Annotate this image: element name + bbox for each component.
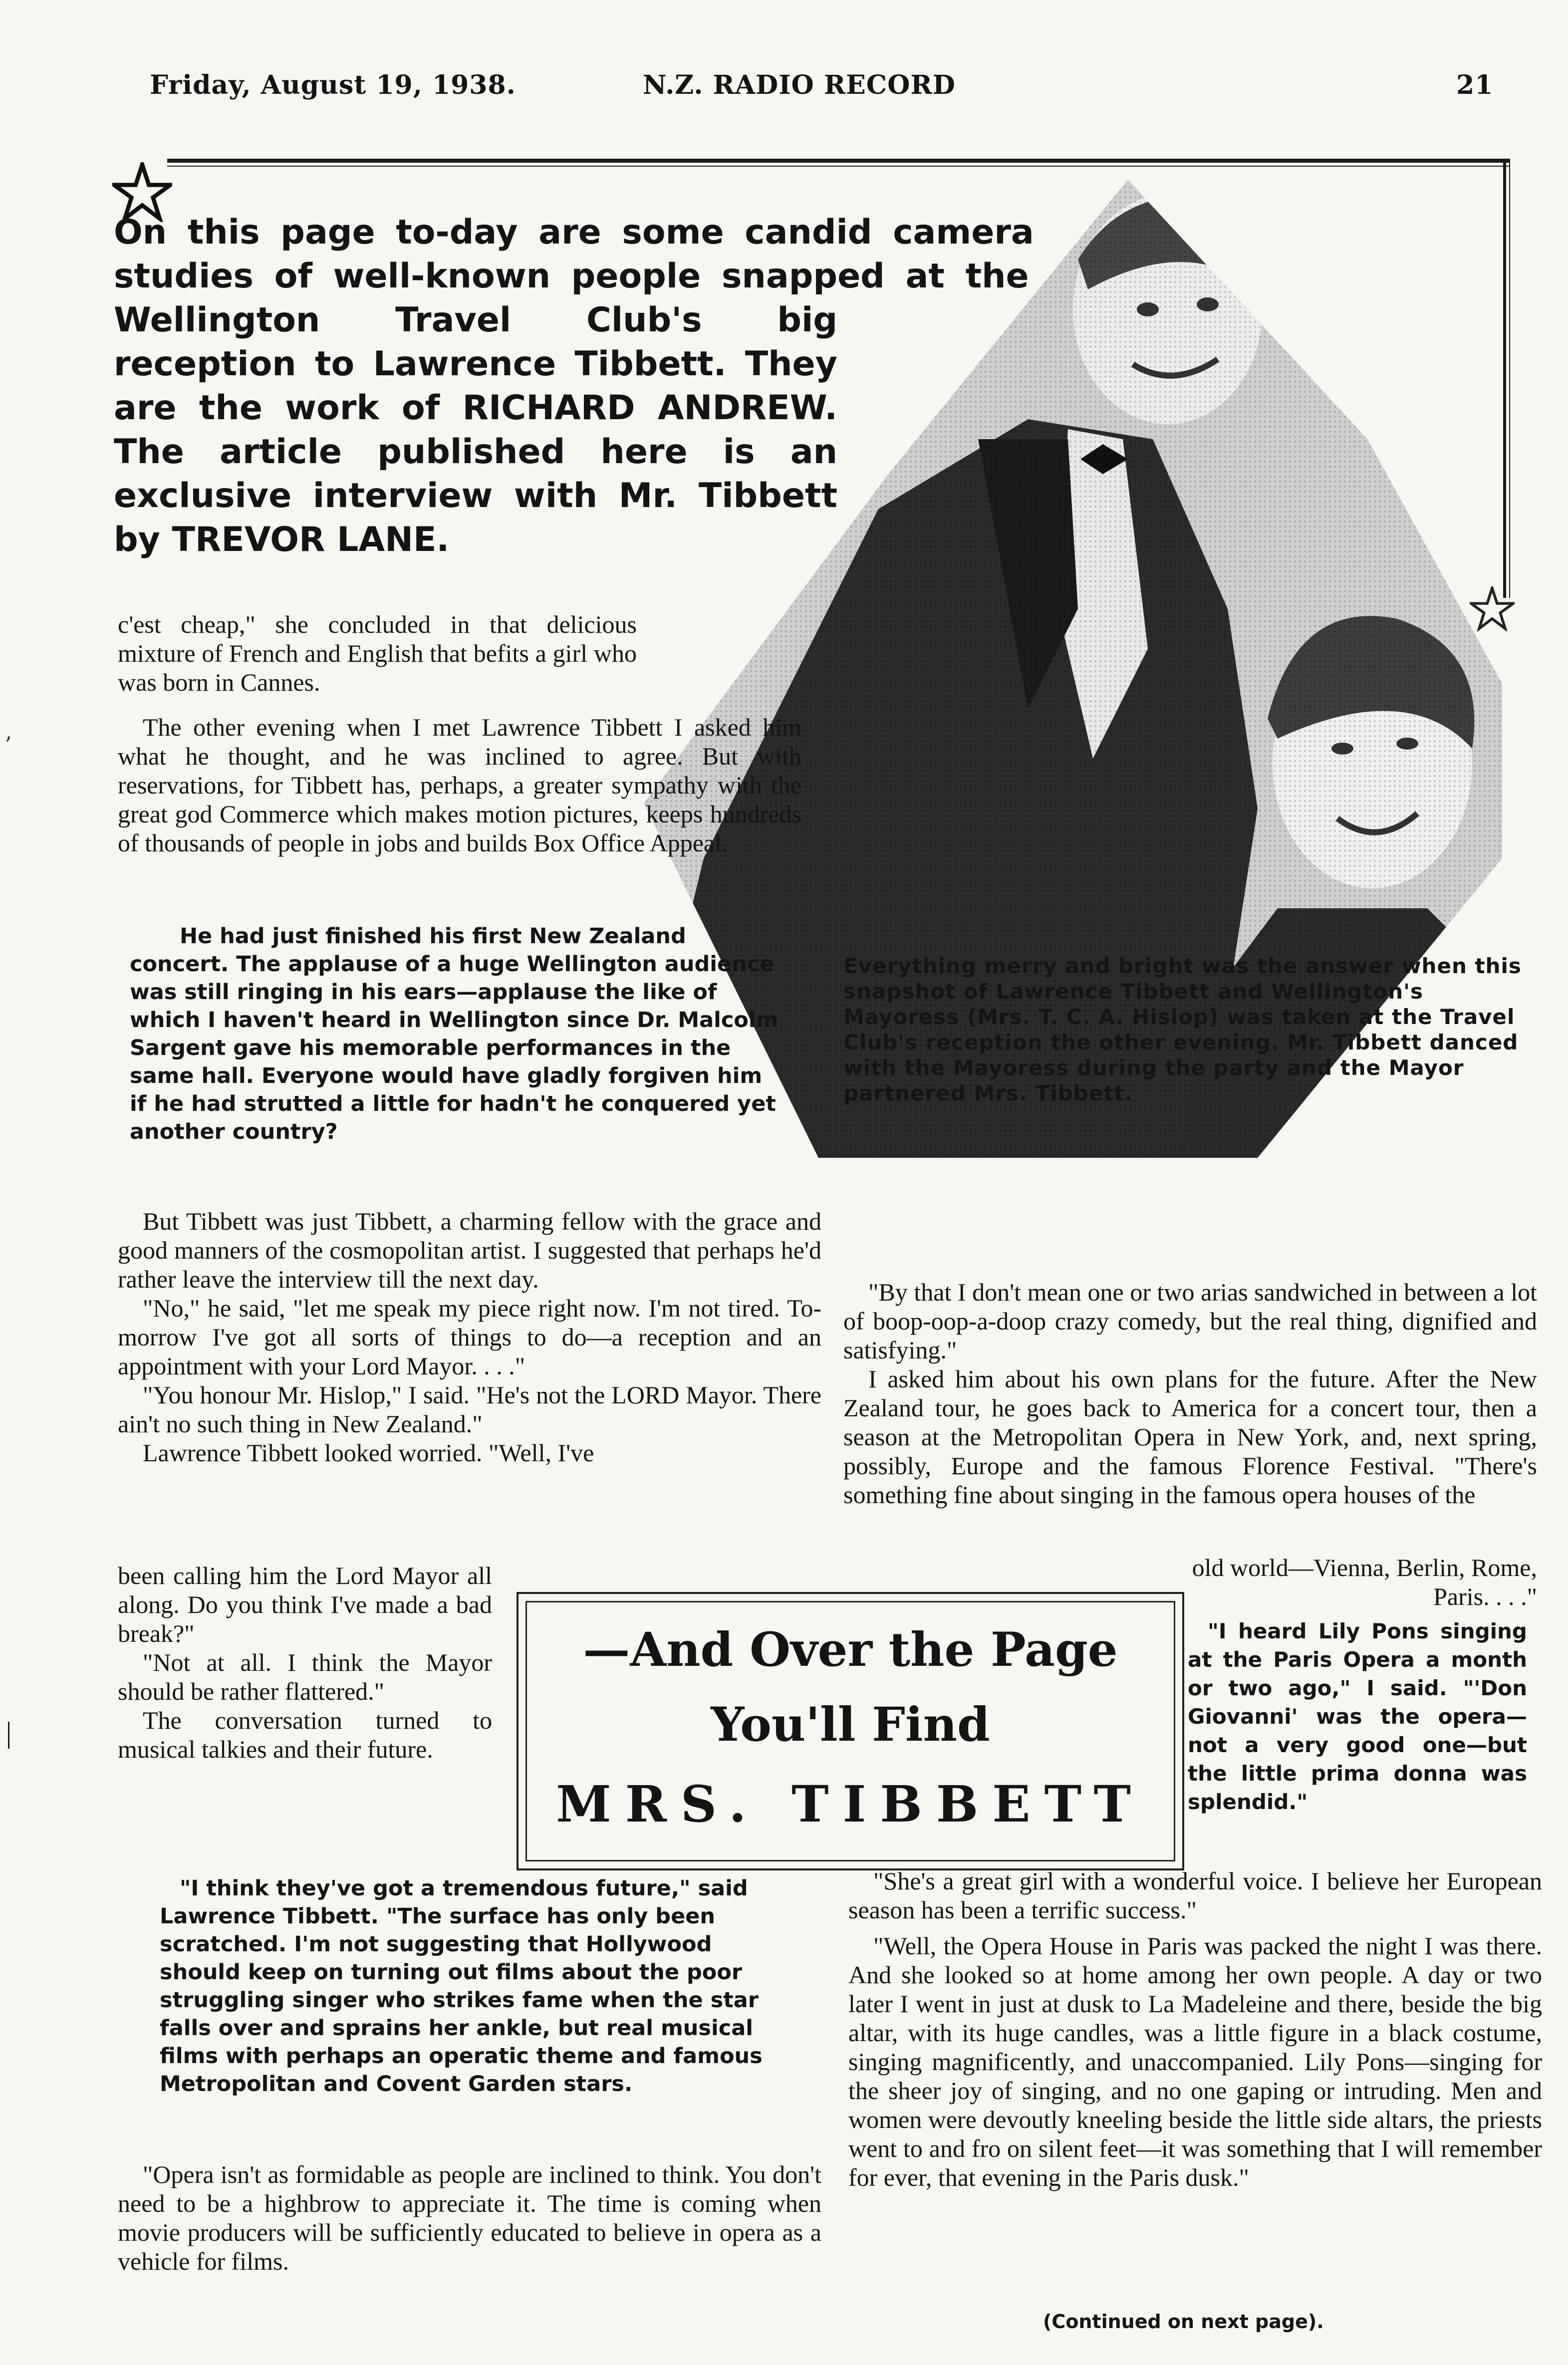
column-1-top xyxy=(118,610,637,697)
column-1-middle xyxy=(118,1207,821,1467)
column-1-bold-paragraph xyxy=(130,922,779,1146)
margin-mark: ʼ xyxy=(4,733,11,758)
paragraph: "Well, the Opera House in Paris was packed the night I was there. And she looked so at home among her own people. A day or two later I went in just at dusk to La Madeleine and there, beside the big altar, with its huge candles, was a little figure in a black costume, singing magnificently, and unaccompanied. Lily Pons—singing for the sheer joy of singing, and no one gaping or intruding. Men and women were devoutly kneeling beside the little side altars, the priests went to and fro on silent feet—it was something that I will remember for ever, that evening in the Paris dusk." xyxy=(848,1932,1542,2191)
intro-right-rule xyxy=(1503,159,1506,598)
column-1-top-cont xyxy=(118,713,801,857)
issue-date: Friday, August 19, 1938. xyxy=(150,70,516,100)
intro-right-rule-thin xyxy=(1509,159,1510,598)
paragraph: I asked him about his own plans for the future. After the New Zealand tour, he goes back to America for a concert tour, then a season at the Metropolitan Opera in New York, and, next spring, possibly, Europe and the famous Florence Festival. "There's something fine about singing in the famous opera houses of the xyxy=(843,1365,1537,1509)
paragraph: c'est cheap," she concluded in that delicious mixture of French and English that befits a girl who was born in Cannes. xyxy=(118,610,637,696)
teaser-line-3: MRS. TIBBETT xyxy=(556,1775,1145,1834)
teaser-box xyxy=(517,1592,1184,1870)
intro-line-2: studies of well-known people snapped at the xyxy=(114,257,1029,296)
teaser-line-1: —And Over the Page xyxy=(583,1622,1118,1677)
margin-mark-line xyxy=(8,1722,9,1749)
paragraph: "By that I don't mean one or two arias sandwiched in between a lot of boop-oop-a-doop crazy comedy, but the real thing, dignified and satisfying." xyxy=(843,1278,1537,1364)
page-number: 21 xyxy=(1456,70,1494,100)
teaser-box-inner xyxy=(525,1601,1175,1861)
intro-paragraph: Wellington Travel Club's big reception to Lawrence Tibbett. They are the work of RICHARD ANDREW. The article published here is an exclusive interview with Mr. Tibbett by TREVOR LANE. xyxy=(114,300,837,559)
intro-line-1: On this page to-day are some candid camera xyxy=(114,213,1034,252)
column-2-end xyxy=(848,1866,1542,2192)
paragraph: "You honour Mr. Hislop," I said. "He's not the LORD Mayor. There ain't no such thing in New Zealand." xyxy=(118,1381,821,1438)
column-1-quote-paragraph xyxy=(160,1874,793,2098)
paragraph: The other evening when I met Lawrence Tibbett I asked him what he thought, and he was inclined to agree. But with reservations, for Tibbett has, perhaps, a greater sympathy with the great god Commerce which makes motion pictures, keeps hundreds of thousands of people in jobs and builds Box Office Appeal. xyxy=(118,713,801,857)
paragraph: "She's a great girl with a wonderful voice. I believe her European season has been a terrific success." xyxy=(848,1867,1542,1924)
publication-title: N.Z. RADIO RECORD xyxy=(643,70,956,100)
paragraph: He had just finished his first New Zealand concert. The applause of a huge Wellington audience was still ringing in his ears—applause the like of which I haven't heard in Wellington since Dr. Malcolm Sargent gave his memorable performances in the same hall. Everyone would have gladly forgiven him if he had strutted a little for hadn't he conquered yet another country? xyxy=(130,924,779,1144)
paragraph: "No," he said, "let me speak my piece right now. I'm not tired. To-morrow I've got all sorts of things to do—a reception and an appointment with your Lord Mayor. . . ." xyxy=(118,1294,821,1380)
paragraph: been calling him the Lord Mayor all along. Do you think I've made a bad break?" xyxy=(118,1562,492,1647)
column-1-end xyxy=(118,2160,821,2276)
paragraph: "Opera isn't as formidable as people are inclined to think. You don't need to be a highbrow to appreciate it. The time is coming when movie producers will be sufficiently educated to believe in opera as a vehicle for films. xyxy=(118,2160,821,2275)
paragraph: Lawrence Tibbett looked worried. "Well, I've xyxy=(143,1439,594,1467)
column-2-narrow xyxy=(1148,1553,1537,1611)
paragraph: old world—Vienna, Berlin, Rome, Paris. . . ." xyxy=(1192,1554,1537,1610)
paragraph: "I heard Lily Pons singing at the Paris Opera a month or two ago," I said. "'Don Giovanni' was the opera—not a very good one—but the little prima donna was splendid." xyxy=(1188,1619,1527,1814)
photo-caption: Everything merry and bright was the answer when this snapshot of Lawrence Tibbett and Wellington's Mayoress (Mrs. T. C. A. Hislop) was taken at the Travel Club's reception the other evening. Mr. Tibbett danced with the Mayoress during the party and the Mayor partnered Mrs. Tibbett. xyxy=(843,954,1522,1105)
paragraph: The conversation turned to musical talkies and their future. xyxy=(118,1706,492,1763)
column-1-narrow xyxy=(118,1561,492,1764)
paragraph: But Tibbett was just Tibbett, a charming fellow with the grace and good manners of the cosmopolitan artist. I suggested that perhaps he'd rather leave the interview till the next day. xyxy=(118,1207,821,1293)
paragraph: "I think they've got a tremendous future," said Lawrence Tibbett. "The surface has only been scratched. I'm not suggesting that Hollywood should keep on turning out films about the poor struggling singer who strikes fame when the star falls over and sprains her ankle, but real musical films with perhaps an operatic theme and famous Metropolitan and Covent Garden stars. xyxy=(160,1876,763,2097)
column-2-bold-paragraph xyxy=(1188,1617,1527,1816)
column-2-top xyxy=(843,1278,1537,1509)
teaser-line-2: You'll Find xyxy=(711,1697,990,1752)
paragraph: "Not at all. I think the Mayor should be rather flattered." xyxy=(118,1648,492,1705)
continued-note: (Continued on next page). xyxy=(1043,2311,1324,2333)
